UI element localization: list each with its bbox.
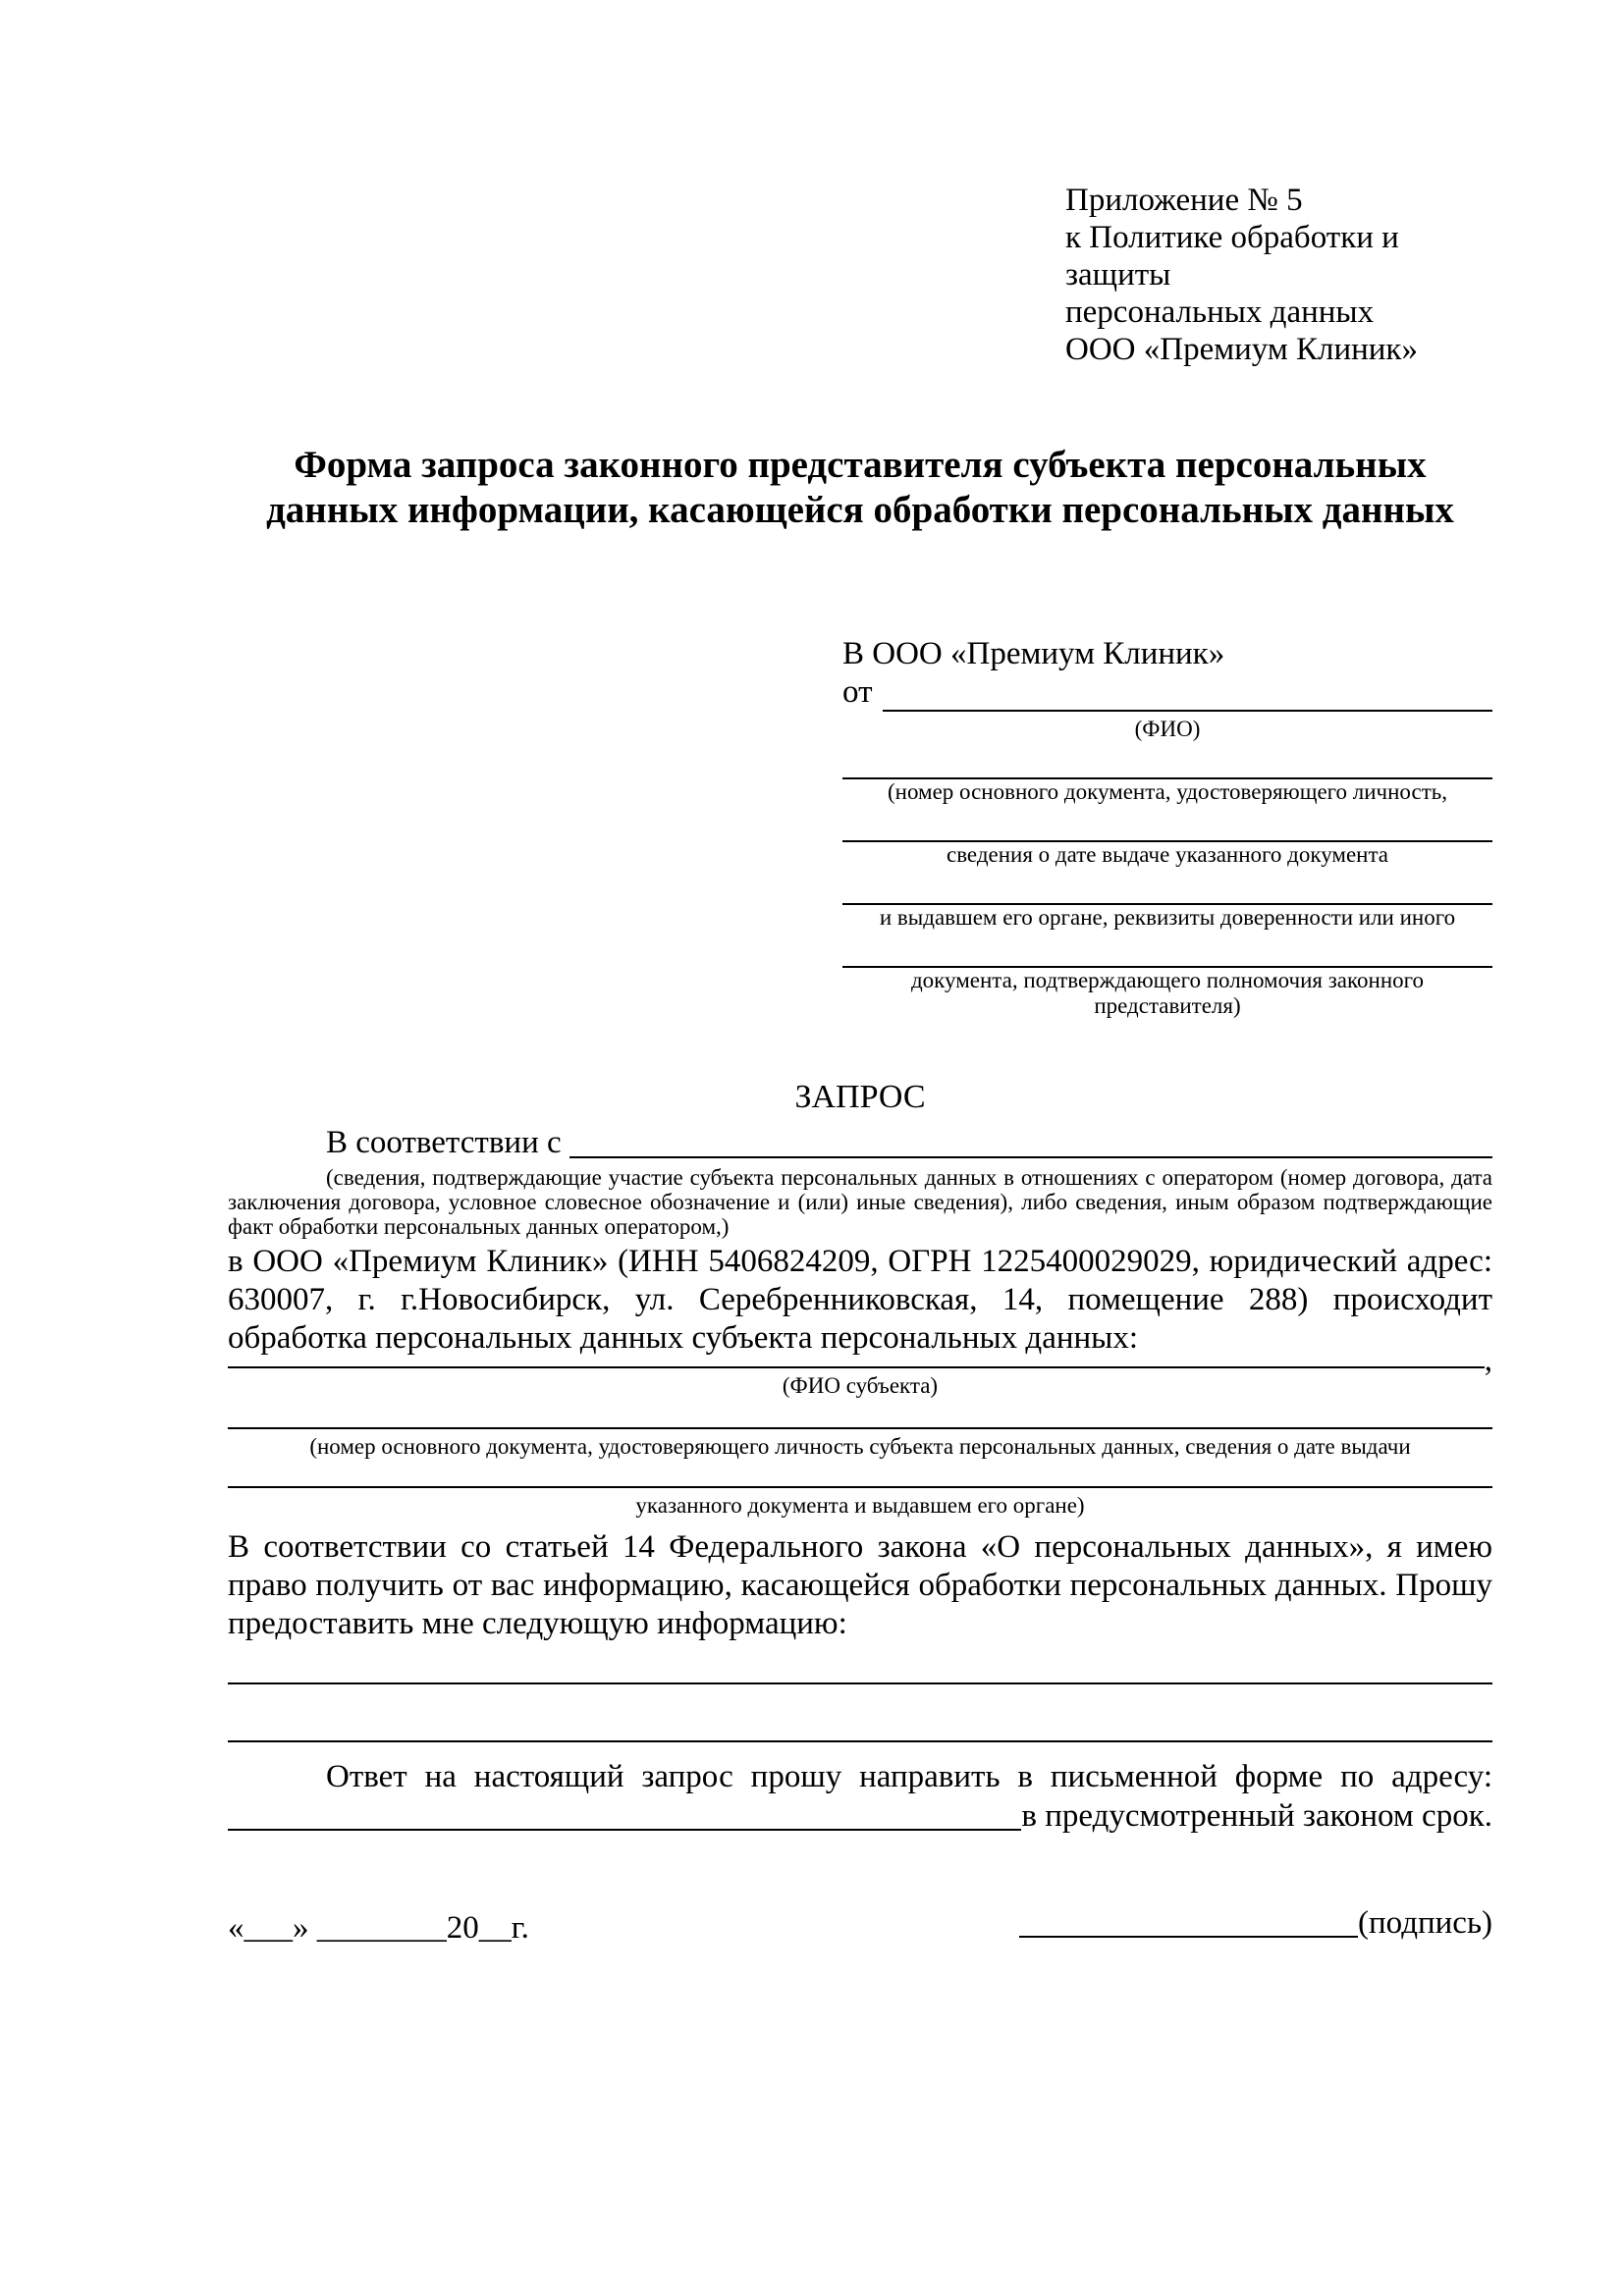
info-blank-field-line <box>228 1643 1492 1684</box>
representative-doc-unit <box>842 805 1492 868</box>
subject-fio-caption: (ФИО субъекта) <box>782 1373 939 1398</box>
representative-doc-unit <box>842 742 1492 805</box>
answer-tail: в предусмотренный законом срок. <box>1021 1798 1492 1834</box>
subject-fio-comma: , <box>1484 1343 1492 1378</box>
representative-doc-field-line <box>842 742 1492 779</box>
addressee-to: В ООО «Премиум Клиник» <box>842 636 1225 671</box>
representative-doc-caption: сведения о дате выдаче указанного документа <box>946 842 1389 867</box>
subject-doc-row <box>228 1460 1492 1493</box>
from-label: от <box>842 674 873 710</box>
law-paragraph: В соответствии со статьей 14 Федерального закона «О персональных данных», я имею право получить от вас информацию, касающейся обработки персональных данных. Прошу предоставить мне следующую информацию: <box>228 1529 1492 1641</box>
subject-doc-caption: указанного документа и выдавшем его органе) <box>635 1493 1085 1518</box>
answer-paragraph: Ответ на настоящий запрос прошу направить в письменной форме по адресу: <box>326 1759 1492 1794</box>
accordance-lead: В соответствии с <box>326 1125 562 1160</box>
accordance-field-line <box>569 1124 1492 1158</box>
appendix-header <box>1065 182 1492 368</box>
representative-doc-caption: (номер основного документа, удостоверяющего личность, <box>887 779 1447 804</box>
fio-caption: (ФИО) <box>1134 717 1201 741</box>
accordance-caption: (сведения, подтверждающие участие субъекта персональных данных в отношениях с оператором (номер договора, дата заключения договора, условное словесное обозначение и (или) иные сведения), либо сведения, иным образом подтверждающие факт обработки персональных данных оператором,) <box>228 1165 1492 1239</box>
document-title: Форма запроса законного представителя субъекта персональных данных информации, касающейся обработки персональных данных <box>266 444 1454 531</box>
representative-doc-field-line <box>842 805 1492 842</box>
footer-row <box>228 1904 1492 1948</box>
subject-doc-caption: (номер основного документа, удостоверяющего личность субъекта персональных данных, сведения о дате выдачи <box>309 1434 1411 1459</box>
representative-doc-caption: документа, подтверждающего полномочия законного представителя) <box>910 968 1424 1018</box>
from-name-field-line <box>883 673 1493 712</box>
subject-block <box>228 1343 1492 1519</box>
answer-address-row <box>228 1796 1492 1836</box>
appendix-line: ООО «Премиум Клиник» <box>1065 332 1418 367</box>
signature-group <box>1019 1904 1492 1943</box>
addressee-block <box>842 635 1492 1019</box>
from-row <box>842 673 1492 717</box>
subject-doc-row <box>228 1399 1492 1434</box>
appendix-line: персональных данных <box>1065 294 1375 330</box>
representative-doc-caption: и выдавшем его органе, реквизиты доверенности или иного <box>879 905 1456 930</box>
accordance-row <box>228 1124 1492 1163</box>
request-heading: ЗАПРОС <box>794 1079 926 1115</box>
representative-doc-unit <box>842 868 1492 931</box>
subject-doc-field-line <box>228 1460 1492 1488</box>
subject-fio-field-line <box>228 1358 1485 1368</box>
date-line: «___» ________20__г. <box>228 1910 529 1946</box>
appendix-line: к Политике обработки и защиты <box>1065 220 1399 293</box>
appendix-line: Приложение № 5 <box>1065 183 1303 218</box>
operator-paragraph: в ООО «Премиум Клиник» (ИНН 5406824209, ОГРН 1225400029029, юридический адрес: 630007, г. г.Новосибирск, ул. Серебренниковская, 14, помещение 288) происходит обработка персональных данных субъекта персональных данных: <box>228 1244 1492 1356</box>
address-field-line <box>228 1796 1021 1831</box>
signature-field-line <box>1019 1904 1358 1938</box>
signature-caption: (подпись) <box>1358 1905 1492 1941</box>
representative-doc-field-line <box>842 931 1492 968</box>
subject-doc-field-line <box>228 1399 1492 1429</box>
info-blank-field-line <box>228 1684 1492 1742</box>
subject-fio-row <box>228 1343 1492 1378</box>
representative-doc-field-line <box>842 868 1492 905</box>
representative-doc-unit <box>842 931 1492 1019</box>
